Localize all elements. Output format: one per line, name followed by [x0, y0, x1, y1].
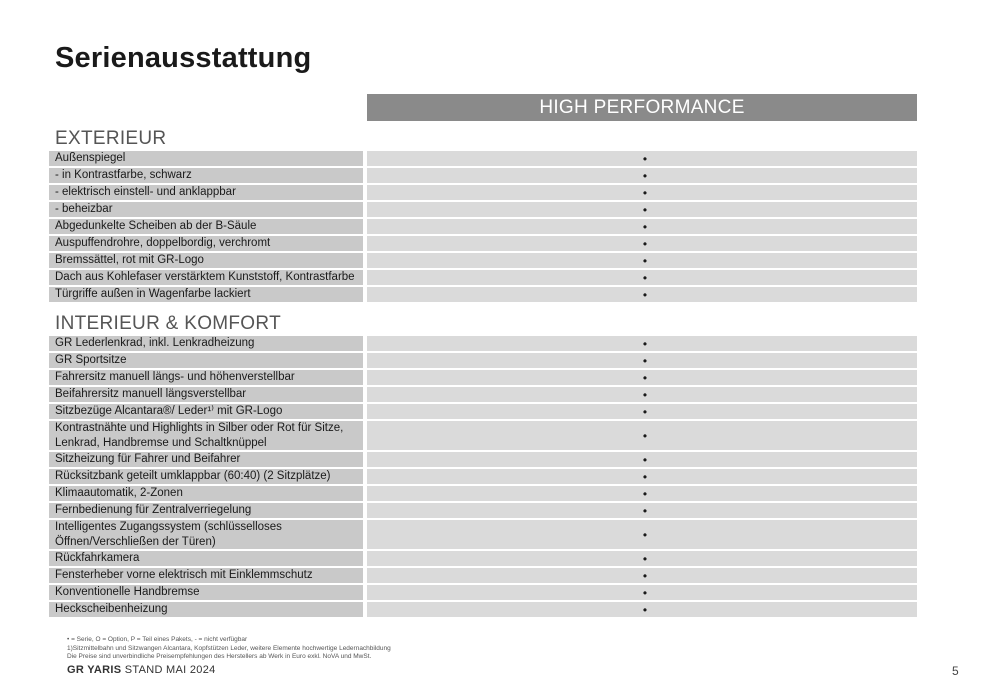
standard-bullet: • — [642, 236, 648, 251]
table-row — [49, 236, 917, 251]
table-row — [49, 404, 917, 419]
standard-bullet: • — [642, 469, 648, 484]
row-value — [367, 421, 917, 450]
row-label: Türgriffe außen in Wagenfarbe lackiert — [49, 287, 363, 302]
standard-bullet: • — [642, 585, 648, 600]
row-label: Intelligentes Zugangssystem (schlüsselloses Öffnen/Verschließen der Türen) — [49, 520, 363, 549]
footer — [67, 664, 216, 676]
row-value — [367, 452, 917, 467]
row-value — [367, 202, 917, 217]
column-header: HIGH PERFORMANCE — [367, 94, 917, 121]
footer-model: GR YARIS — [67, 664, 122, 676]
row-label: Fernbedienung für Zentralverriegelung — [49, 503, 363, 518]
row-label: Heckscheibenheizung — [49, 602, 363, 617]
row-value — [367, 551, 917, 566]
row-label: - elektrisch einstell- und anklappbar — [49, 185, 363, 200]
row-label: Außenspiegel — [49, 151, 363, 166]
section-title-exterieur: EXTERIEUR — [55, 128, 167, 149]
row-value — [367, 503, 917, 518]
footnote-1: 1)Sitzmittelbahn und Sitzwangen Alcantara, Kopfstützen Leder, weitere Elemente hochwertige Ledernachbildung — [67, 644, 391, 652]
standard-bullet: • — [642, 527, 648, 542]
row-label: Fahrersitz manuell längs- und höhenverstellbar — [49, 370, 363, 385]
standard-bullet: • — [642, 185, 648, 200]
row-value — [367, 370, 917, 385]
standard-bullet: • — [642, 353, 648, 368]
row-label: Sitzheizung für Fahrer und Beifahrer — [49, 452, 363, 467]
row-value — [367, 520, 917, 549]
table-row — [49, 585, 917, 600]
table-row — [49, 185, 917, 200]
row-value — [367, 404, 917, 419]
table-row — [49, 287, 917, 302]
row-label: Fensterheber vorne elektrisch mit Einklemmschutz — [49, 568, 363, 583]
table-row — [49, 469, 917, 484]
table-row — [49, 452, 917, 467]
row-value — [367, 353, 917, 368]
row-label: Sitzbezüge Alcantara®/ Leder¹⁾ mit GR-Logo — [49, 404, 363, 419]
row-value — [367, 236, 917, 251]
row-label: - in Kontrastfarbe, schwarz — [49, 168, 363, 183]
row-value — [367, 219, 917, 234]
table-row — [49, 602, 917, 617]
row-label: Auspuffendrohre, doppelbordig, verchromt — [49, 236, 363, 251]
table-row — [49, 202, 917, 217]
row-value — [367, 185, 917, 200]
row-label: Rückfahrkamera — [49, 551, 363, 566]
standard-bullet: • — [642, 202, 648, 217]
standard-bullet: • — [642, 503, 648, 518]
row-label: Bremssättel, rot mit GR-Logo — [49, 253, 363, 268]
page-title: Serienausstattung — [55, 42, 312, 74]
standard-bullet: • — [642, 551, 648, 566]
row-value — [367, 151, 917, 166]
row-value — [367, 585, 917, 600]
table-row — [49, 151, 917, 166]
standard-bullet: • — [642, 452, 648, 467]
row-label: Rücksitzbank geteilt umklappbar (60:40) (2 Sitzplätze) — [49, 469, 363, 484]
row-value — [367, 568, 917, 583]
standard-bullet: • — [642, 287, 648, 302]
row-value — [367, 168, 917, 183]
table-row — [49, 551, 917, 566]
table-row — [49, 353, 917, 368]
row-label: Klimaautomatik, 2-Zonen — [49, 486, 363, 501]
standard-bullet: • — [642, 270, 648, 285]
table-row — [49, 219, 917, 234]
standard-bullet: • — [642, 428, 648, 443]
standard-bullet: • — [642, 486, 648, 501]
footnote-prices: Die Preise sind unverbindliche Preisempfehlungen des Herstellers ab Werk in Euro exkl. NoVA und MwSt. — [67, 653, 372, 660]
row-label: Beifahrersitz manuell längsverstellbar — [49, 387, 363, 402]
row-value — [367, 253, 917, 268]
standard-bullet: • — [642, 219, 648, 234]
standard-bullet: • — [642, 602, 648, 617]
section-title-interieur-komfort: INTERIEUR & KOMFORT — [55, 313, 281, 334]
row-label: GR Lederlenkrad, inkl. Lenkradheizung — [49, 336, 363, 351]
table-row — [49, 270, 917, 285]
row-label: - beheizbar — [49, 202, 363, 217]
standard-bullet: • — [642, 568, 648, 583]
row-value — [367, 287, 917, 302]
row-label: Dach aus Kohlefaser verstärktem Kunststoff, Kontrastfarbe — [49, 270, 363, 285]
table-row — [49, 486, 917, 501]
row-value — [367, 469, 917, 484]
row-label: GR Sportsitze — [49, 353, 363, 368]
table-row — [49, 520, 917, 549]
table-row — [49, 421, 917, 450]
standard-bullet: • — [642, 253, 648, 268]
footnote-legend: • = Serie, O = Option, P = Teil eines Pakets, - = nicht verfügbar — [67, 636, 248, 643]
row-label: Kontrastnähte und Highlights in Silber oder Rot für Sitze, Lenkrad, Handbremse und Schaltknüppel — [49, 421, 363, 450]
row-value — [367, 602, 917, 617]
table-row — [49, 503, 917, 518]
table-row — [49, 253, 917, 268]
table-row — [49, 336, 917, 351]
table-interieur-komfort — [49, 336, 917, 619]
standard-bullet: • — [642, 151, 648, 166]
standard-bullet: • — [642, 370, 648, 385]
footer-edition: STAND MAI 2024 — [124, 664, 216, 676]
standard-bullet: • — [642, 168, 648, 183]
row-value — [367, 270, 917, 285]
standard-bullet: • — [642, 387, 648, 402]
footnotes — [67, 636, 391, 662]
row-value — [367, 336, 917, 351]
table-row — [49, 387, 917, 402]
standard-bullet: • — [642, 336, 648, 351]
table-exterieur — [49, 151, 917, 304]
row-label: Konventionelle Handbremse — [49, 585, 363, 600]
standard-bullet: • — [642, 404, 648, 419]
page-number: 5 — [952, 664, 959, 678]
row-value — [367, 387, 917, 402]
table-row — [49, 568, 917, 583]
row-label: Abgedunkelte Scheiben ab der B-Säule — [49, 219, 363, 234]
table-row — [49, 168, 917, 183]
table-row — [49, 370, 917, 385]
row-value — [367, 486, 917, 501]
